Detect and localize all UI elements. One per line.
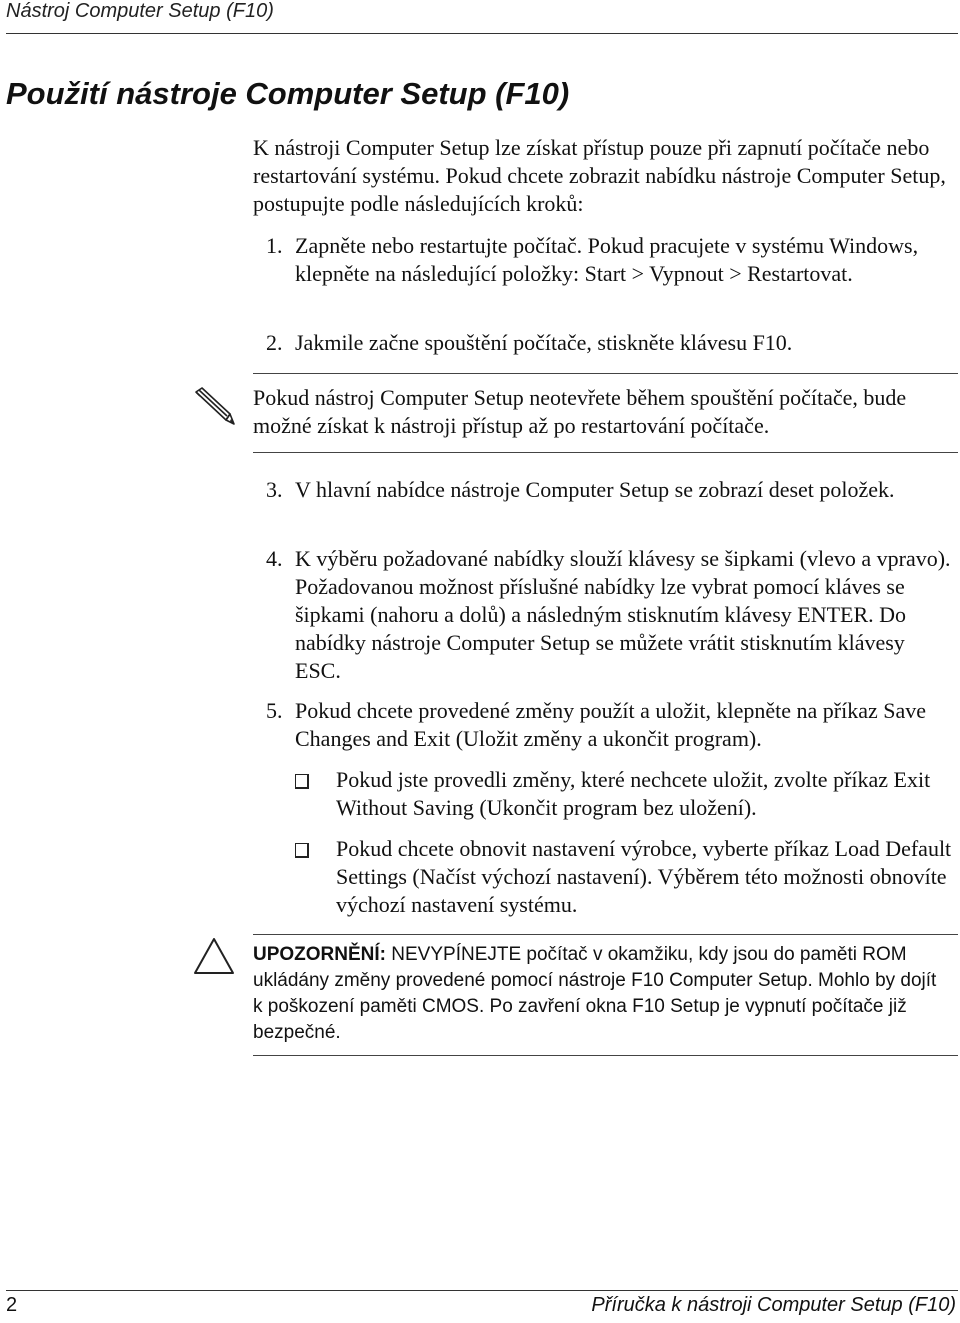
step-number: 5. bbox=[266, 698, 283, 723]
page-number: 2 bbox=[6, 1294, 18, 1316]
header-rule bbox=[6, 33, 958, 34]
running-header: Nástroj Computer Setup (F10) bbox=[6, 0, 274, 22]
checkbox-bullet-icon bbox=[294, 766, 336, 822]
pencil-icon bbox=[192, 386, 236, 426]
step-text: Zapněte nebo restartujte počítač. Pokud pracujete v systému Windows, klepněte na následující položky: Start > Vypnout > Restartovat. bbox=[295, 233, 919, 286]
caution-top-rule bbox=[253, 934, 958, 935]
step-2 bbox=[266, 329, 956, 357]
note-bottom-rule bbox=[253, 452, 958, 453]
step-number: 2. bbox=[266, 330, 283, 355]
step-number: 3. bbox=[266, 477, 283, 502]
caution-text bbox=[253, 942, 943, 1046]
step-3 bbox=[266, 476, 956, 504]
page-title: Použití nástroje Computer Setup (F10) bbox=[6, 76, 570, 111]
caution-bottom-rule bbox=[253, 1055, 958, 1056]
warning-triangle-icon bbox=[192, 936, 236, 976]
bullet-item bbox=[294, 766, 954, 822]
step-1 bbox=[266, 232, 956, 288]
bullet-text: Pokud chcete obnovit nastavení výrobce, vyberte příkaz Load Default Settings (Načíst výchozí nastavení). Výběrem této možnosti obnovíte výchozí nastavení systému. bbox=[336, 836, 952, 917]
intro-paragraph: K nástroji Computer Setup lze získat přístup pouze při zapnutí počítače nebo restartování systému. Pokud chcete zobrazit nabídku nástroje Computer Setup, postupujte podle následujících kroků: bbox=[253, 135, 946, 216]
bullet-item bbox=[294, 835, 954, 919]
step-text: K výběru požadované nabídky slouží klávesy se šipkami (vlevo a vpravo). Požadovanou možnost příslušné nabídky lze vybrat pomocí kláves se šipkami (nahoru a dolů) a následným stisknutím klávesy ENTER. Do nabídky nástroje Computer Setup se můžete vrátit stisknutím klávesy ESC. bbox=[295, 546, 951, 683]
footer-rule bbox=[6, 1290, 958, 1291]
footer-title: Příručka k nástroji Computer Setup (F10) bbox=[591, 1294, 956, 1316]
caution-body: NEVYPÍNEJTE počítač v okamžiku, kdy jsou do paměti ROM ukládány změny provedené pomocí nástroje F10 Computer Setup. Mohlo by dojít k poškození paměti CMOS. Po zavření okna F10 Setup je vypnutí počítače již bezpečné. bbox=[253, 944, 937, 1043]
step-5 bbox=[266, 697, 956, 753]
step-number: 4. bbox=[266, 546, 283, 571]
step-text: V hlavní nabídce nástroje Computer Setup se zobrazí deset položek. bbox=[295, 477, 895, 502]
step-number: 1. bbox=[266, 233, 283, 258]
bullet-text: Pokud jste provedli změny, které nechcete uložit, zvolte příkaz Exit Without Saving (Ukončit program bez uložení). bbox=[336, 767, 931, 820]
step-4 bbox=[266, 545, 956, 685]
note-text: Pokud nástroj Computer Setup neotevřete během spouštění počítače, bude možné získat k nástroji přístup až po restartování počítače. bbox=[253, 385, 907, 438]
step-text: Jakmile začne spouštění počítače, stiskněte klávesu F10. bbox=[295, 330, 793, 355]
checkbox-bullet-icon bbox=[294, 835, 336, 919]
note-top-rule bbox=[253, 373, 958, 374]
caution-label: UPOZORNĚNÍ: bbox=[253, 944, 386, 965]
step-text: Pokud chcete provedené změny použít a uložit, klepněte na příkaz Save Changes and Exit (Uložit změny a ukončit program). bbox=[295, 698, 927, 751]
